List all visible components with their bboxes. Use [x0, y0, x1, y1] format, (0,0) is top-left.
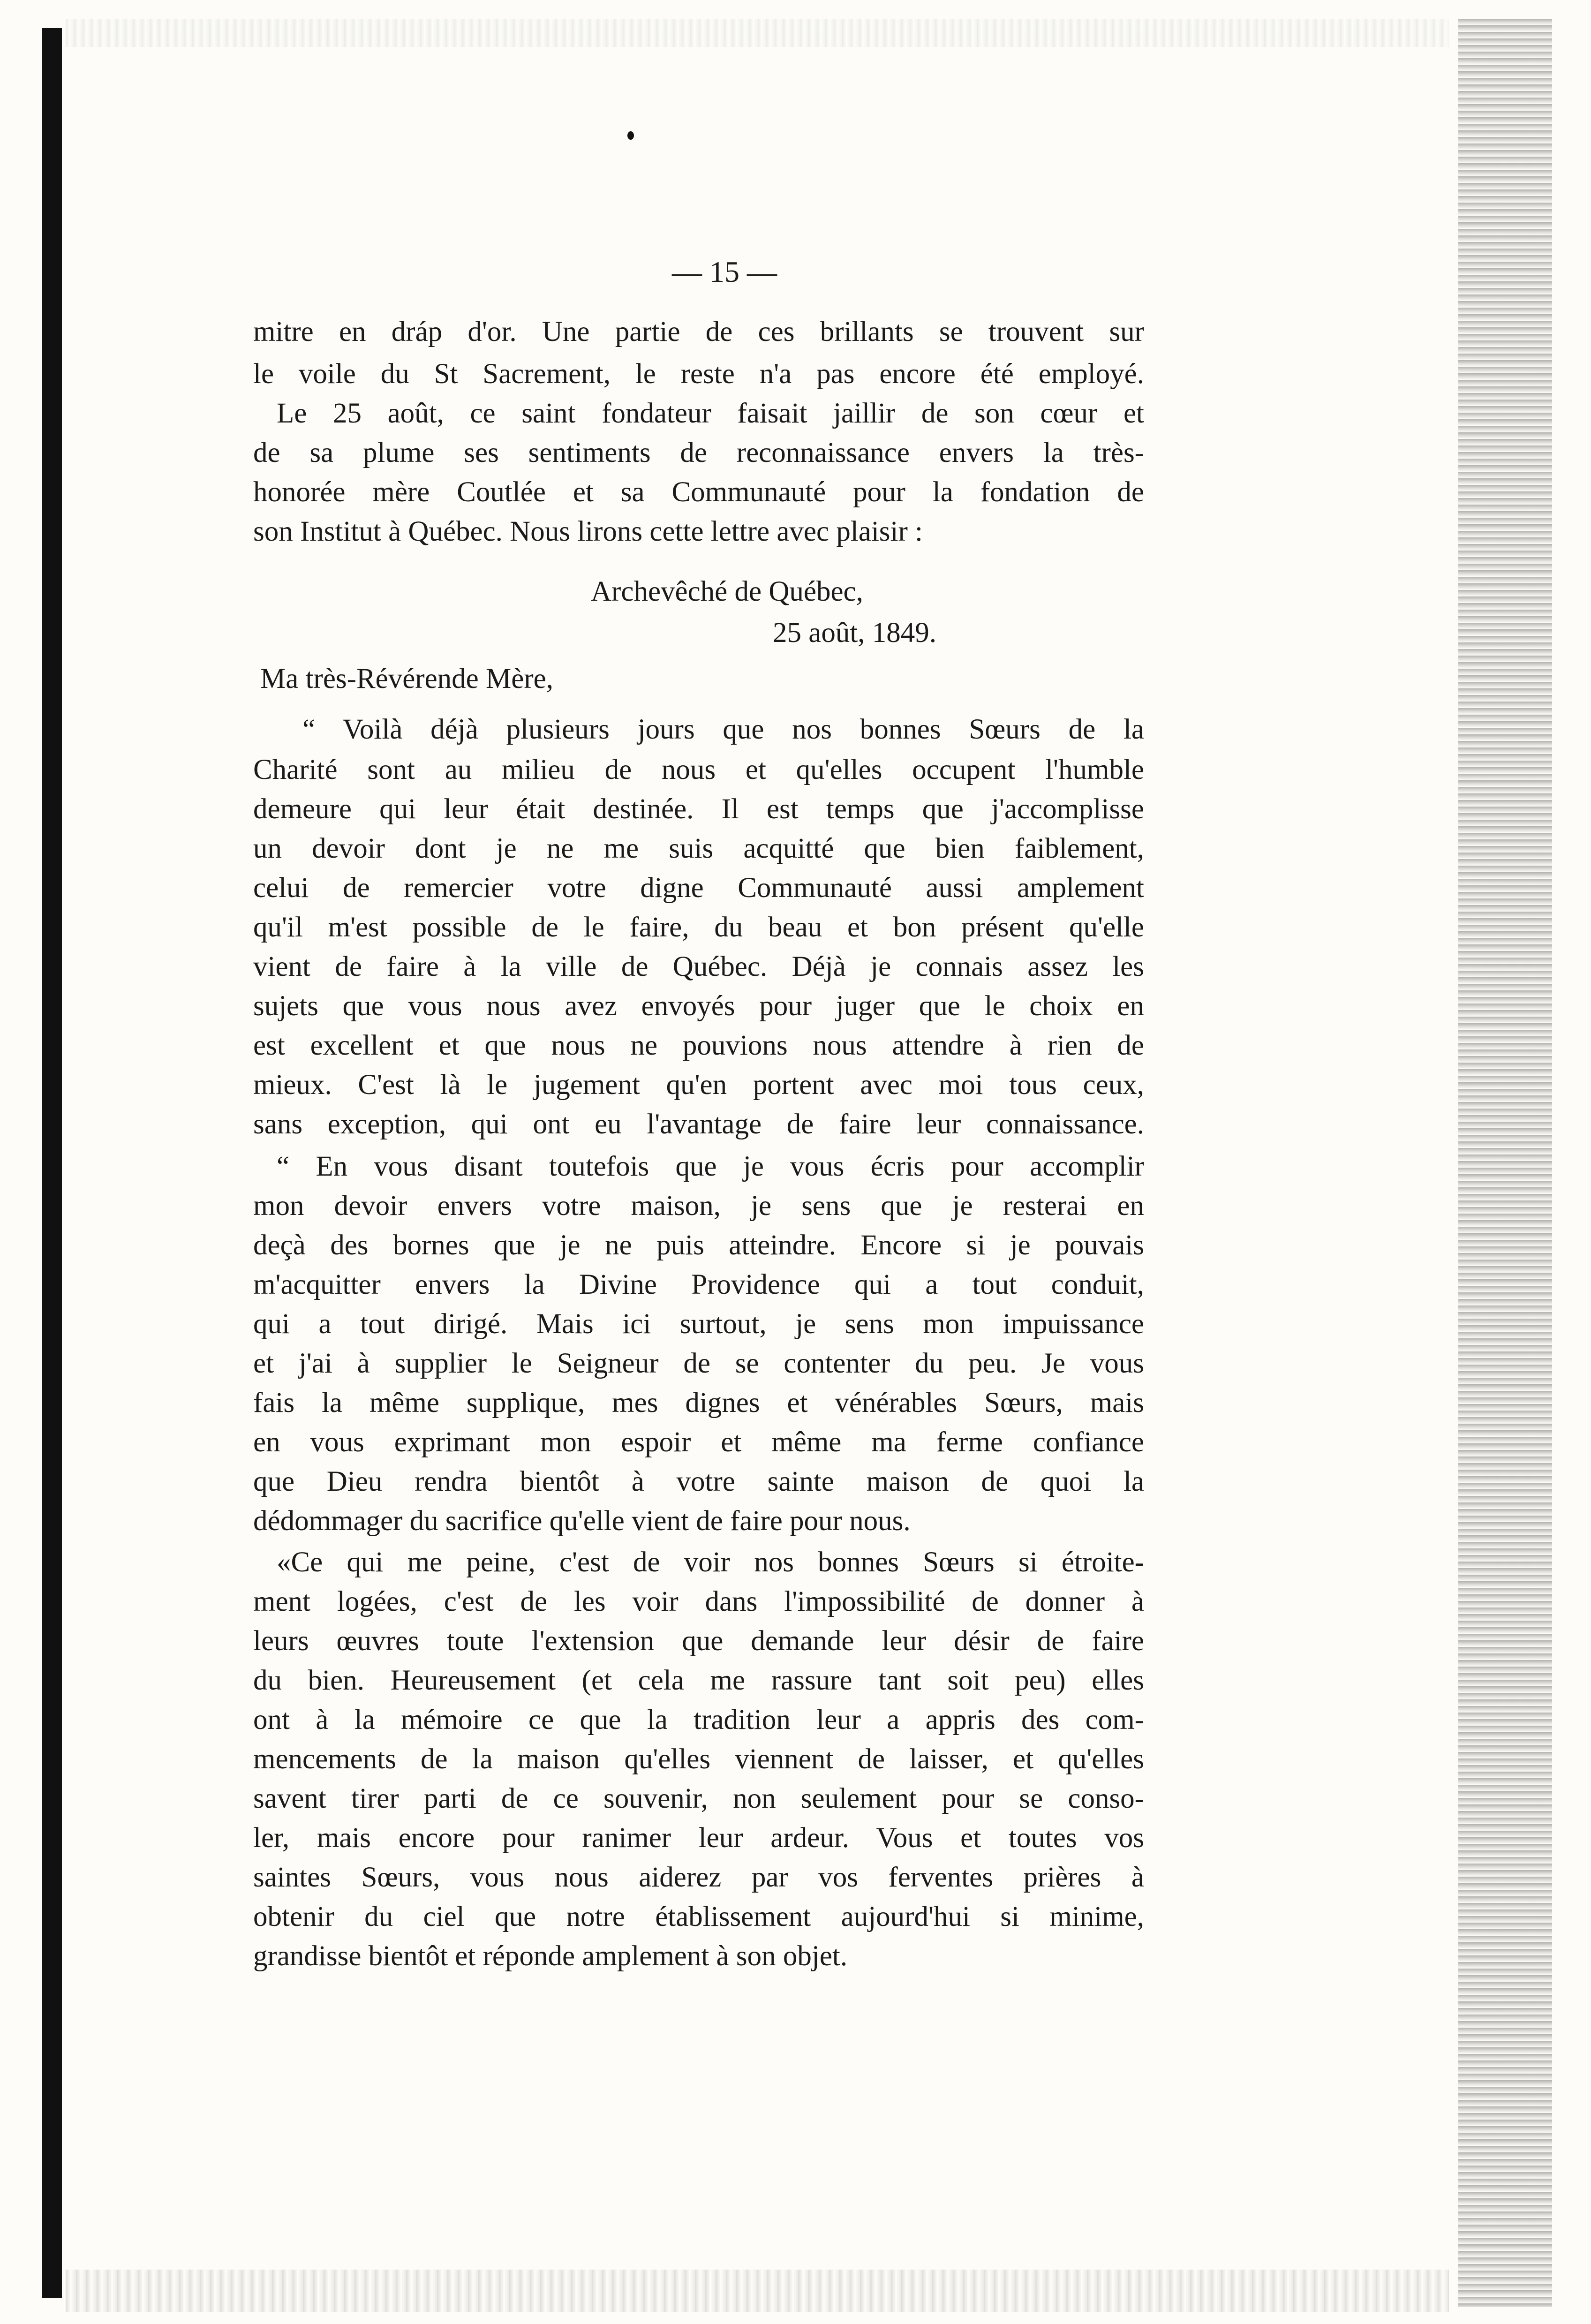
text-line: savent tirer parti de ce souvenir, non seulement pour se conso-: [253, 1783, 1144, 1814]
text-line: Charité sont au milieu de nous et qu'elles occupent l'humble: [253, 754, 1144, 785]
text-line: leurs œuvres toute l'extension que demande leur désir de faire: [253, 1625, 1144, 1657]
page-number: — 15 —: [672, 255, 777, 288]
text-line: mencements de la maison qu'elles viennent de laisser, et qu'elles: [253, 1743, 1144, 1775]
text-line: Le 25 août, ce saint fondateur faisait jaillir de son cœur et: [277, 398, 1144, 429]
text-line: ler, mais encore pour ranimer leur ardeur. Vous et toutes vos: [253, 1822, 1144, 1854]
text-line: m'acquitter envers la Divine Providence qui a tout conduit,: [253, 1269, 1144, 1300]
scan-right-margin-noise: [1458, 19, 1552, 2307]
text-line: demeure qui leur était destinée. Il est temps que j'accomplisse: [253, 793, 1144, 825]
text-line: qui a tout dirigé. Mais ici surtout, je sens mon impuissance: [253, 1308, 1144, 1340]
scan-top-noise: [66, 19, 1449, 47]
text-line: mon devoir envers votre maison, je sens que je resterai en: [253, 1190, 1144, 1222]
text-line: un devoir dont je ne me suis acquitté que bien faiblement,: [253, 833, 1144, 864]
text-line: vient de faire à la ville de Québec. Déjà je connais assez les: [253, 951, 1144, 982]
text-line: mitre en dráp d'or. Une partie de ces brillants se trouvent sur: [253, 316, 1144, 347]
text-line: et j'ai à supplier le Seigneur de se contenter du peu. Je vous: [253, 1348, 1144, 1379]
text-line: dédommager du sacrifice qu'elle vient de faire pour nous.: [253, 1505, 911, 1537]
text-line: mieux. C'est là le jugement qu'en portent avec moi tous ceux,: [253, 1069, 1144, 1101]
scan-bottom-noise: [66, 2270, 1449, 2312]
text-line: le voile du St Sacrement, le reste n'a pas encore été employé.: [253, 358, 1144, 390]
letter-date: 25 août, 1849.: [773, 617, 937, 649]
text-line: son Institut à Québec. Nous lirons cette lettre avec plaisir :: [253, 516, 923, 547]
text-line: ment logées, c'est de les voir dans l'impossibilité de donner à: [253, 1586, 1144, 1617]
text-line: sujets que vous nous avez envoyés pour juger que le choix en: [253, 990, 1144, 1022]
text-line: grandisse bientôt et réponde amplement à son objet.: [253, 1940, 848, 1972]
text-line: sans exception, qui ont eu l'avantage de faire leur connaissance.: [253, 1109, 1144, 1140]
letter-place: Archevêché de Québec,: [591, 576, 863, 607]
text-line: honorée mère Coutlée et sa Communauté pour la fondation de: [253, 476, 1144, 508]
scan-binding-edge: [42, 28, 62, 2298]
scan-speck: [627, 131, 634, 140]
text-line: en vous exprimant mon espoir et même ma ferme confiance: [253, 1426, 1144, 1458]
text-line: deçà des bornes que je ne puis atteindre. Encore si je pouvais: [253, 1230, 1144, 1261]
text-line: “ En vous disant toutefois que je vous écris pour accomplir: [277, 1151, 1144, 1182]
text-line: est excellent et que nous ne pouvions nous attendre à rien de: [253, 1030, 1144, 1061]
text-line: celui de remercier votre digne Communauté aussi amplement: [253, 872, 1144, 904]
text-line: “ Voilà déjà plusieurs jours que nos bonnes Sœurs de la: [302, 714, 1144, 745]
text-line: du bien. Heureusement (et cela me rassure tant soit peu) elles: [253, 1665, 1144, 1696]
text-line: qu'il m'est possible de le faire, du beau et bon présent qu'elle: [253, 912, 1144, 943]
text-line: que Dieu rendra bientôt à votre sainte maison de quoi la: [253, 1466, 1144, 1497]
text-line: fais la même supplique, mes dignes et vénérables Sœurs, mais: [253, 1387, 1144, 1419]
text-line: de sa plume ses sentiments de reconnaissance envers la très-: [253, 437, 1144, 468]
text-line: ont à la mémoire ce que la tradition leur a appris des com-: [253, 1704, 1144, 1735]
text-line: saintes Sœurs, vous nous aiderez par vos ferventes prières à: [253, 1862, 1144, 1893]
text-line: obtenir du ciel que notre établissement aujourd'hui si minime,: [253, 1901, 1144, 1932]
letter-salutation: Ma très-Révérende Mère,: [260, 663, 553, 694]
text-line: «Ce qui me peine, c'est de voir nos bonnes Sœurs si étroite-: [277, 1547, 1144, 1578]
